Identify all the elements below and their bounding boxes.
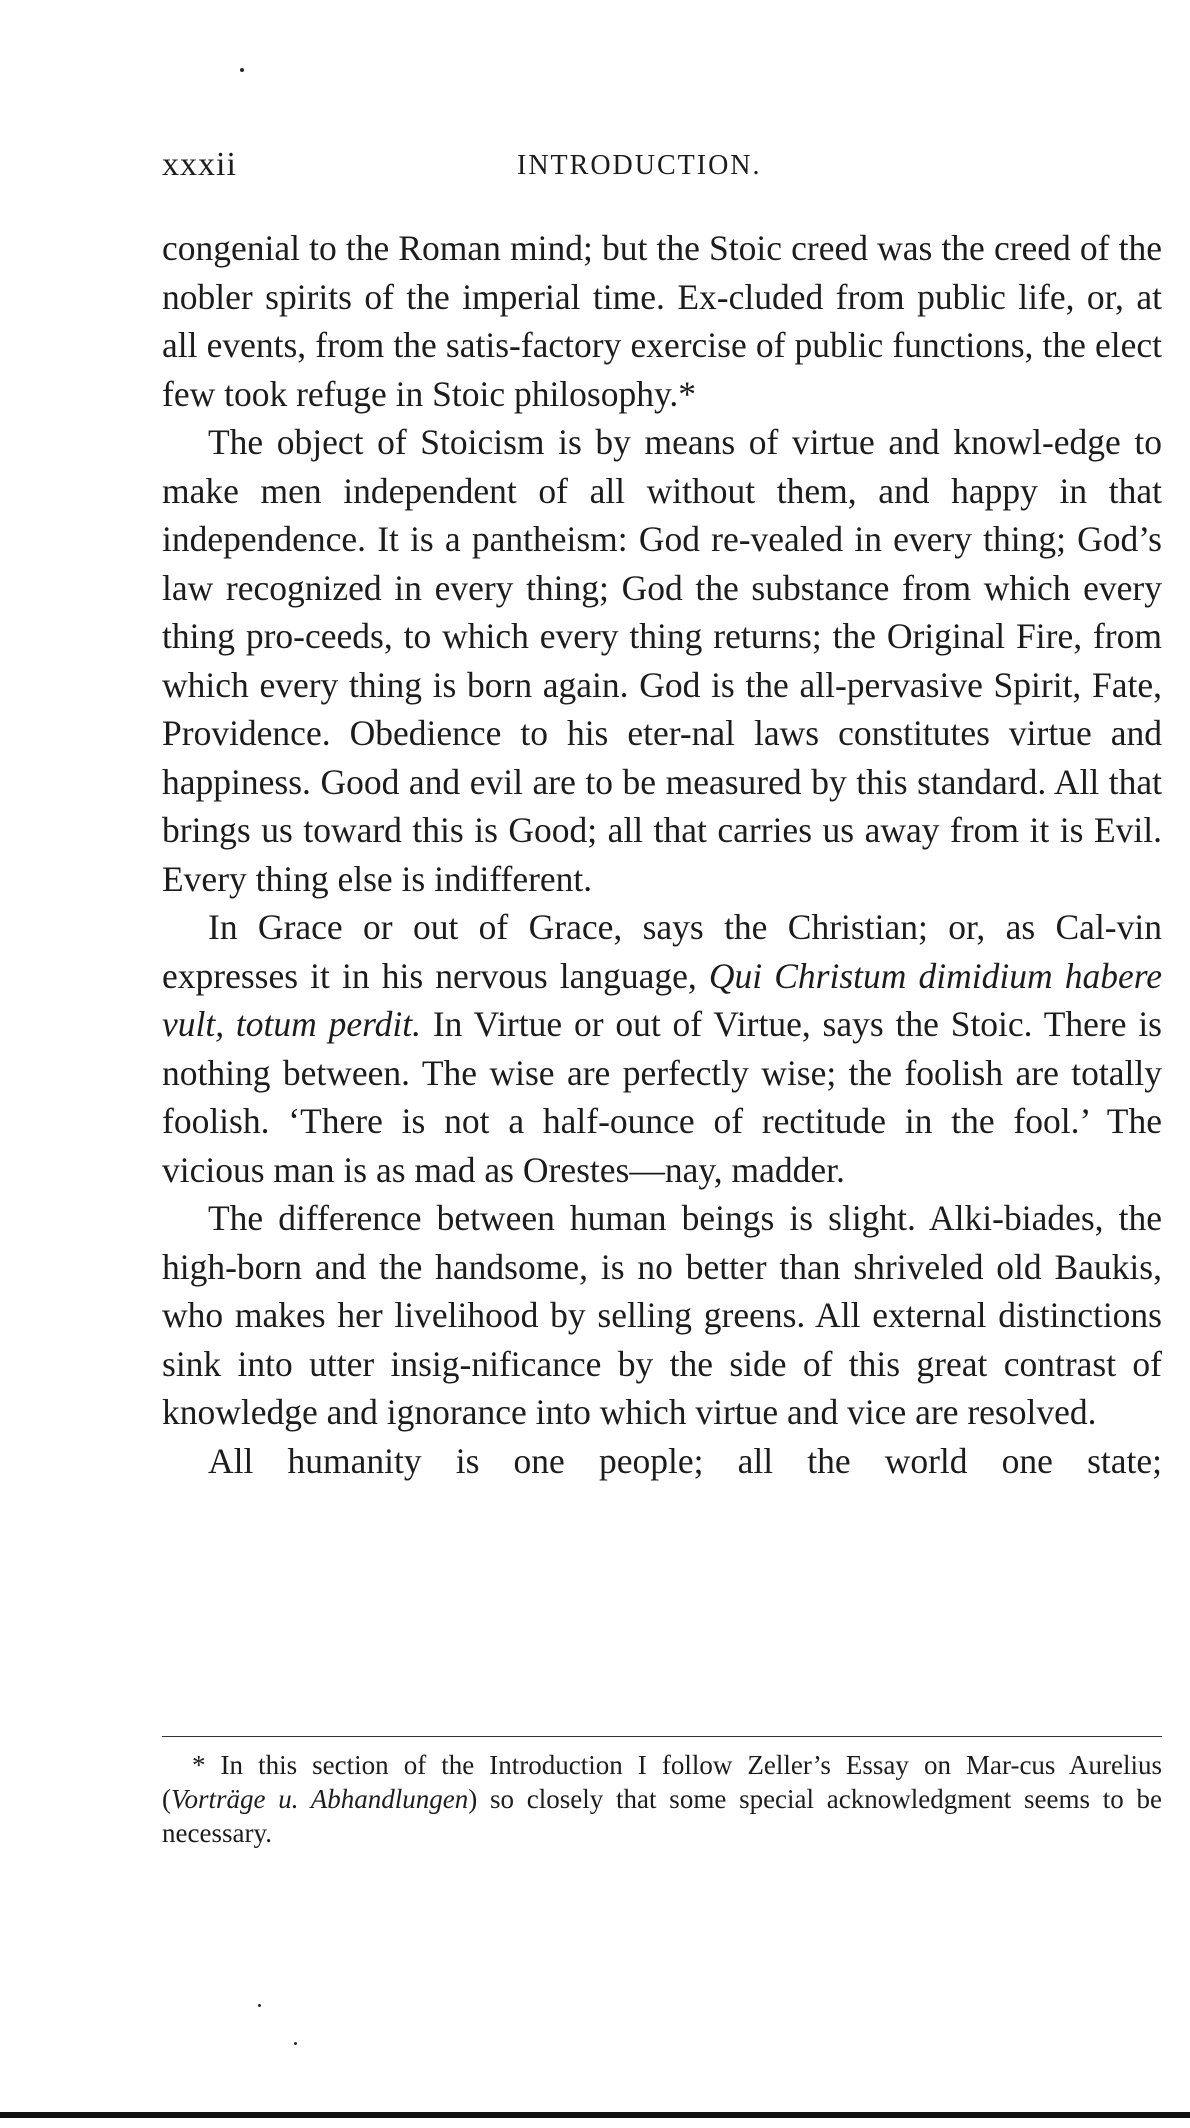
main-text	[162, 224, 1162, 1485]
paragraph-4: The difference between human beings is slight. Alki-biades, the high-born and the handsome, is no better than shriveled old Baukis, who makes her livelihood by selling greens. All external distinctions sink into utter insig-nificance by the side of this great contrast of knowledge and ignorance into which virtue and vice are resolved.	[162, 1198, 1162, 1432]
footnote-rule	[162, 1736, 1162, 1737]
print-speck	[258, 2004, 261, 2007]
footnote-text-before: * In this section of the Introduction I follow Zeller’s Essay on Mar-cus Aurelius (	[162, 1750, 1162, 1814]
page-number: xxxii	[162, 146, 237, 183]
footnote	[162, 1748, 1162, 1850]
paragraph-2: The object of Stoicism is by means of virtue and knowl-edge to make men independent of all without them, and happy in that independence. It is a pantheism: God re-vealed in every thing; God’s law recognized in every thing; God the substance from which every thing pro-ceeds, to which every thing returns; the Original Fire, from which every thing is born again. God is the all-pervasive Spirit, Fate, Providence. Obedience to his eter-nal laws constitutes virtue and happiness. Good and evil are to be measured by this standard. All that brings us toward this is Good; all that carries us away from it is Evil. Every thing else is indifferent.	[162, 422, 1162, 899]
paragraph-5: All humanity is one people; all the world one state;	[208, 1440, 1162, 1481]
latin-quotation: Qui Christum dimidium habere vult, totum perdit.	[162, 955, 1162, 1044]
page-bottom-edge	[0, 2112, 1190, 2118]
paragraph-3-text-after: In Virtue or out of Virtue, says the Stoic. There is nothing between. The wise are perfectly wise; the foolish are totally foolish. ‘There is not a half-ounce of rectitude in the fool.’ The vicious man is as mad as Orestes—nay, madder.	[162, 1004, 1162, 1190]
running-head	[162, 146, 1162, 186]
print-speck	[240, 68, 244, 72]
paragraph-1: congenial to the Roman mind; but the Stoic creed was the creed of the nobler spirits of the imperial time. Ex-cluded from public life, or, at all events, from the satis-factory exercise of public functions, the elect few took refuge in Stoic philosophy.*	[162, 228, 1162, 414]
footnote-text-after: ) so closely that some special acknowledgment seems to be necessary.	[162, 1784, 1162, 1848]
footnote-italic-title: Vorträge u. Abhandlungen	[171, 1784, 469, 1814]
print-speck	[294, 2042, 297, 2045]
paragraph-3	[162, 903, 1162, 1194]
running-title: INTRODUCTION.	[517, 150, 762, 181]
paragraph-3-text-before: In Grace or out of Grace, says the Christian; or, as Cal-vin expresses it in his nervous language,	[162, 907, 1162, 996]
